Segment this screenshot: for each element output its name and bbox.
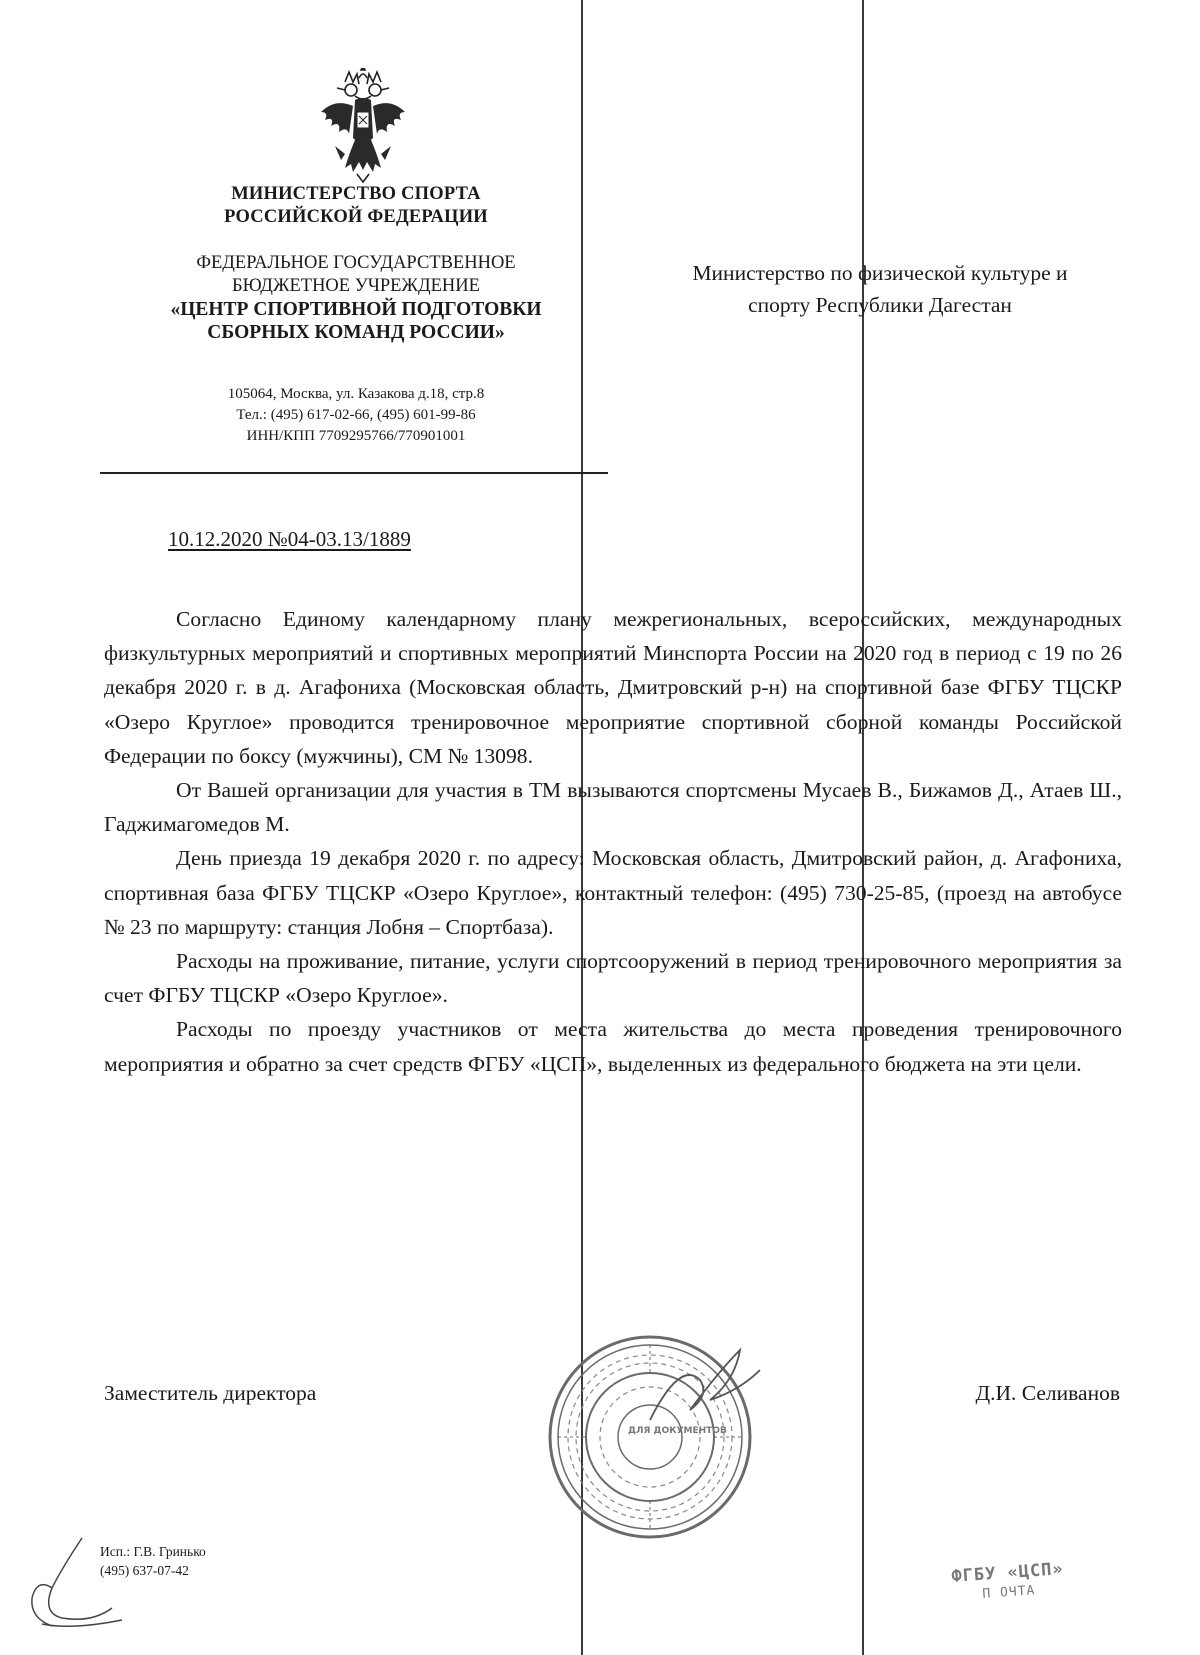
- address-line: 105064, Москва, ул. Казакова д.18, стр.8: [227, 386, 485, 402]
- ministry-line: РОССИЙСКОЙ ФЕДЕРАЦИИ: [224, 207, 488, 227]
- recipient-line: Министерство по физической культуре и: [692, 261, 1068, 285]
- signature-scribble: [640, 1340, 770, 1430]
- recipient: [620, 257, 1140, 321]
- received-stamp: [951, 1559, 1066, 1604]
- ministry-name: [90, 183, 622, 229]
- header-divider: [100, 472, 608, 474]
- recipient-line: спорту Республики Дагестан: [748, 293, 1012, 317]
- letter-body: [104, 602, 1122, 1081]
- received-stamp-line: П ОЧТА: [981, 1583, 1036, 1602]
- executor-phone: (495) 637-07-42: [100, 1563, 189, 1578]
- executor-name: Исп.: Г.В. Гринько: [100, 1544, 206, 1559]
- inn-line: ИНН/КПП 7709295766/770901001: [246, 428, 466, 444]
- organization-address: [90, 384, 622, 447]
- paragraph: Расходы по проезду участников от места жительства до места проведения тренировочного мероприятия и обратно за счет средств ФГБУ «ЦСП», выделенных из федерального бюджета на эти цели.: [104, 1017, 1122, 1076]
- ministry-line: МИНИСТЕРСТВО СПОРТА: [231, 184, 481, 204]
- phone-line: Тел.: (495) 617-02-66, (495) 601-99-86: [236, 407, 476, 423]
- paragraph: День приезда 19 декабря 2020 г. по адресу: Московская область, Дмитровский район, д. Агафониха, спортивная база ФГБУ ТЦСКР «Озеро Круглое», контактный телефон: (495) 730-25-85, (проезд на автобусе № 23 по маршруту: станция Лобня – Спортбаза).: [104, 846, 1122, 939]
- paragraph: От Вашей организации для участия в ТМ вызываются спортсмены Мусаев В., Бижамов Д., Атаев Ш., Гаджимагомедов М.: [104, 778, 1122, 837]
- paragraph: Согласно Единому календарному плану межрегиональных, всероссийских, международных физкультурных мероприятий и спортивных мероприятий Минспорта России на 2020 год в период с 19 по 26 декабря 2020 г. в д. Агафониха (Московская область, Дмитровский р-н) на спортивной базе ФГБУ ТЦСКР «Озеро Круглое» проводится тренировочное мероприятие спортивной сборной команды Российской Федерации по боксу (мужчины), СМ № 13098.: [104, 607, 1122, 768]
- executor-info: [100, 1542, 206, 1580]
- signatory-position: Заместитель директора: [104, 1381, 317, 1405]
- paragraph: Расходы на проживание, питание, услуги спортсооружений в период тренировочного мероприятия за счет ФГБУ ТЦСКР «Озеро Круглое».: [104, 949, 1122, 1008]
- org-line: СБОРНЫХ КОМАНД РОССИИ»: [207, 322, 505, 343]
- stamp-text: ДЛЯ ДОКУМЕНТОВ: [628, 1426, 727, 1436]
- org-line: БЮДЖЕТНОЕ УЧРЕЖДЕНИЕ: [232, 276, 480, 296]
- org-line: ФЕДЕРАЛЬНОЕ ГОСУДАРСТВЕННОЕ: [196, 253, 516, 273]
- organization-name: [90, 252, 622, 344]
- registration-number: 10.12.2020 №04-03.13/1889: [168, 527, 411, 551]
- org-line: «ЦЕНТР СПОРТИВНОЙ ПОДГОТОВКИ: [170, 299, 542, 320]
- signatory-name: Д.И. Селиванов: [975, 1381, 1120, 1405]
- received-stamp-line: ФГБУ «ЦСП»: [950, 1559, 1065, 1587]
- coat-of-arms-icon: [315, 68, 411, 186]
